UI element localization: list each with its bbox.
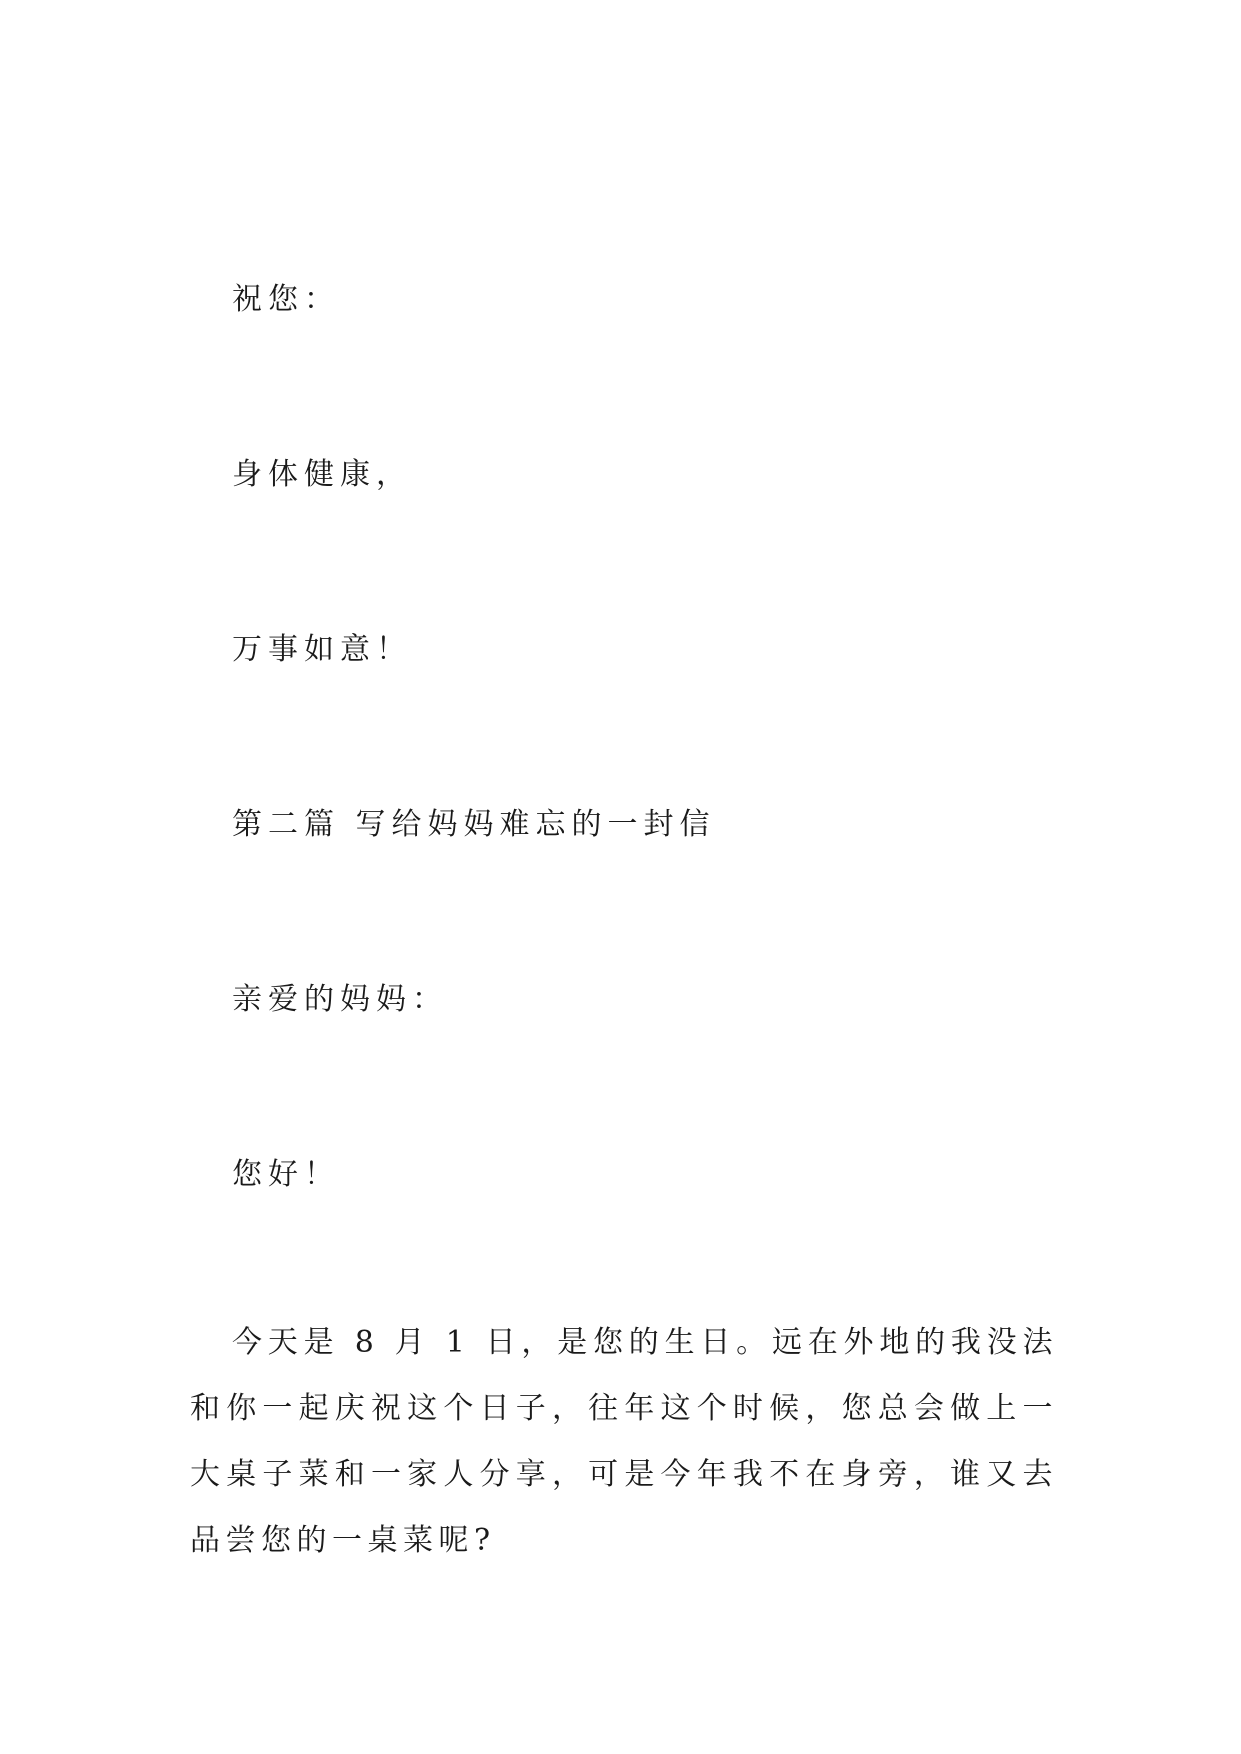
letter-greeting: 您好！: [232, 1157, 340, 1192]
section-heading: 第二篇 写给妈妈难忘的一封信: [232, 807, 716, 842]
wish-line-fortune: 万事如意！: [232, 632, 412, 667]
closing-greeting: 祝您：: [232, 282, 340, 317]
wish-line-health: 身体健康，: [232, 457, 412, 492]
letter-body-paragraph: 今天是 8 月 1 日，是您的生日。远在外地的我没法和你一起庆祝这个日子，往年这个时候，您总会做上一大桌子菜和一家人分享，可是今年我不在身旁，谁又去品尝您的一桌菜呢?: [190, 1325, 1058, 1558]
letter-salutation: 亲爱的妈妈：: [232, 982, 448, 1017]
